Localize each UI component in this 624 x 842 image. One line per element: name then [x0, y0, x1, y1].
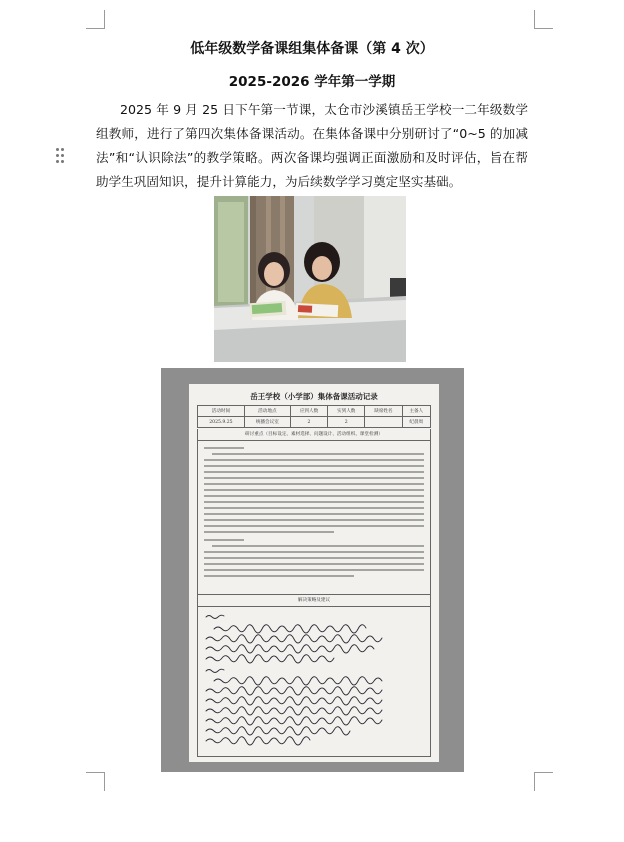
record-header: 活动地点 [244, 406, 290, 417]
page-corner-mark [534, 772, 553, 791]
record-cell: 2025.9.25 [198, 417, 245, 428]
record-handwriting [197, 607, 431, 757]
record-printed-text [197, 441, 431, 595]
record-cell: 2 [290, 417, 327, 428]
record-header: 缺席姓名 [365, 406, 402, 417]
body-paragraph: 2025 年 9 月 25 日下午第一节课，太仓市沙溪镇岳王学校一二年级数学组教师，进行了第四次集体备课活动。在集体备课中分别研讨了“0~5 的加减法”和“认识除法”的教学策略。两次备课均强调正面激励和及时评估，旨在帮助学生巩固知识，提升计算能力，为后续数学学习奠定坚实基础。 [96, 102, 528, 189]
meeting-photo [214, 196, 406, 362]
record-cell: 2 [328, 417, 365, 428]
record-section-header: 解决策略及建议 [197, 595, 431, 607]
page-corner-mark [86, 772, 105, 791]
record-table [197, 405, 431, 428]
page-corner-mark [86, 10, 105, 29]
document-title: 低年级数学备课组集体备课（第 4 次） [190, 41, 434, 57]
record-sheet [189, 384, 439, 762]
record-section-header: 研讨重点（目标设定、素材选择、问题设计、活动组织、课堂检测） [197, 429, 431, 441]
drag-handle-icon[interactable] [56, 148, 66, 164]
record-header: 活动时间 [198, 406, 245, 417]
scanned-record-photo [161, 368, 464, 772]
record-title: 岳王学校（小学部）集体备课活动记录 [250, 392, 378, 401]
page-corner-mark [534, 10, 553, 29]
record-header: 主备人 [402, 406, 430, 417]
record-cell: 纪晨周 [402, 417, 430, 428]
record-header: 实到人数 [328, 406, 365, 417]
record-cell [365, 417, 402, 428]
document-subtitle: 2025-2026 学年第一学期 [228, 74, 396, 90]
record-header: 应到人数 [290, 406, 327, 417]
record-cell: 统播会议室 [244, 417, 290, 428]
